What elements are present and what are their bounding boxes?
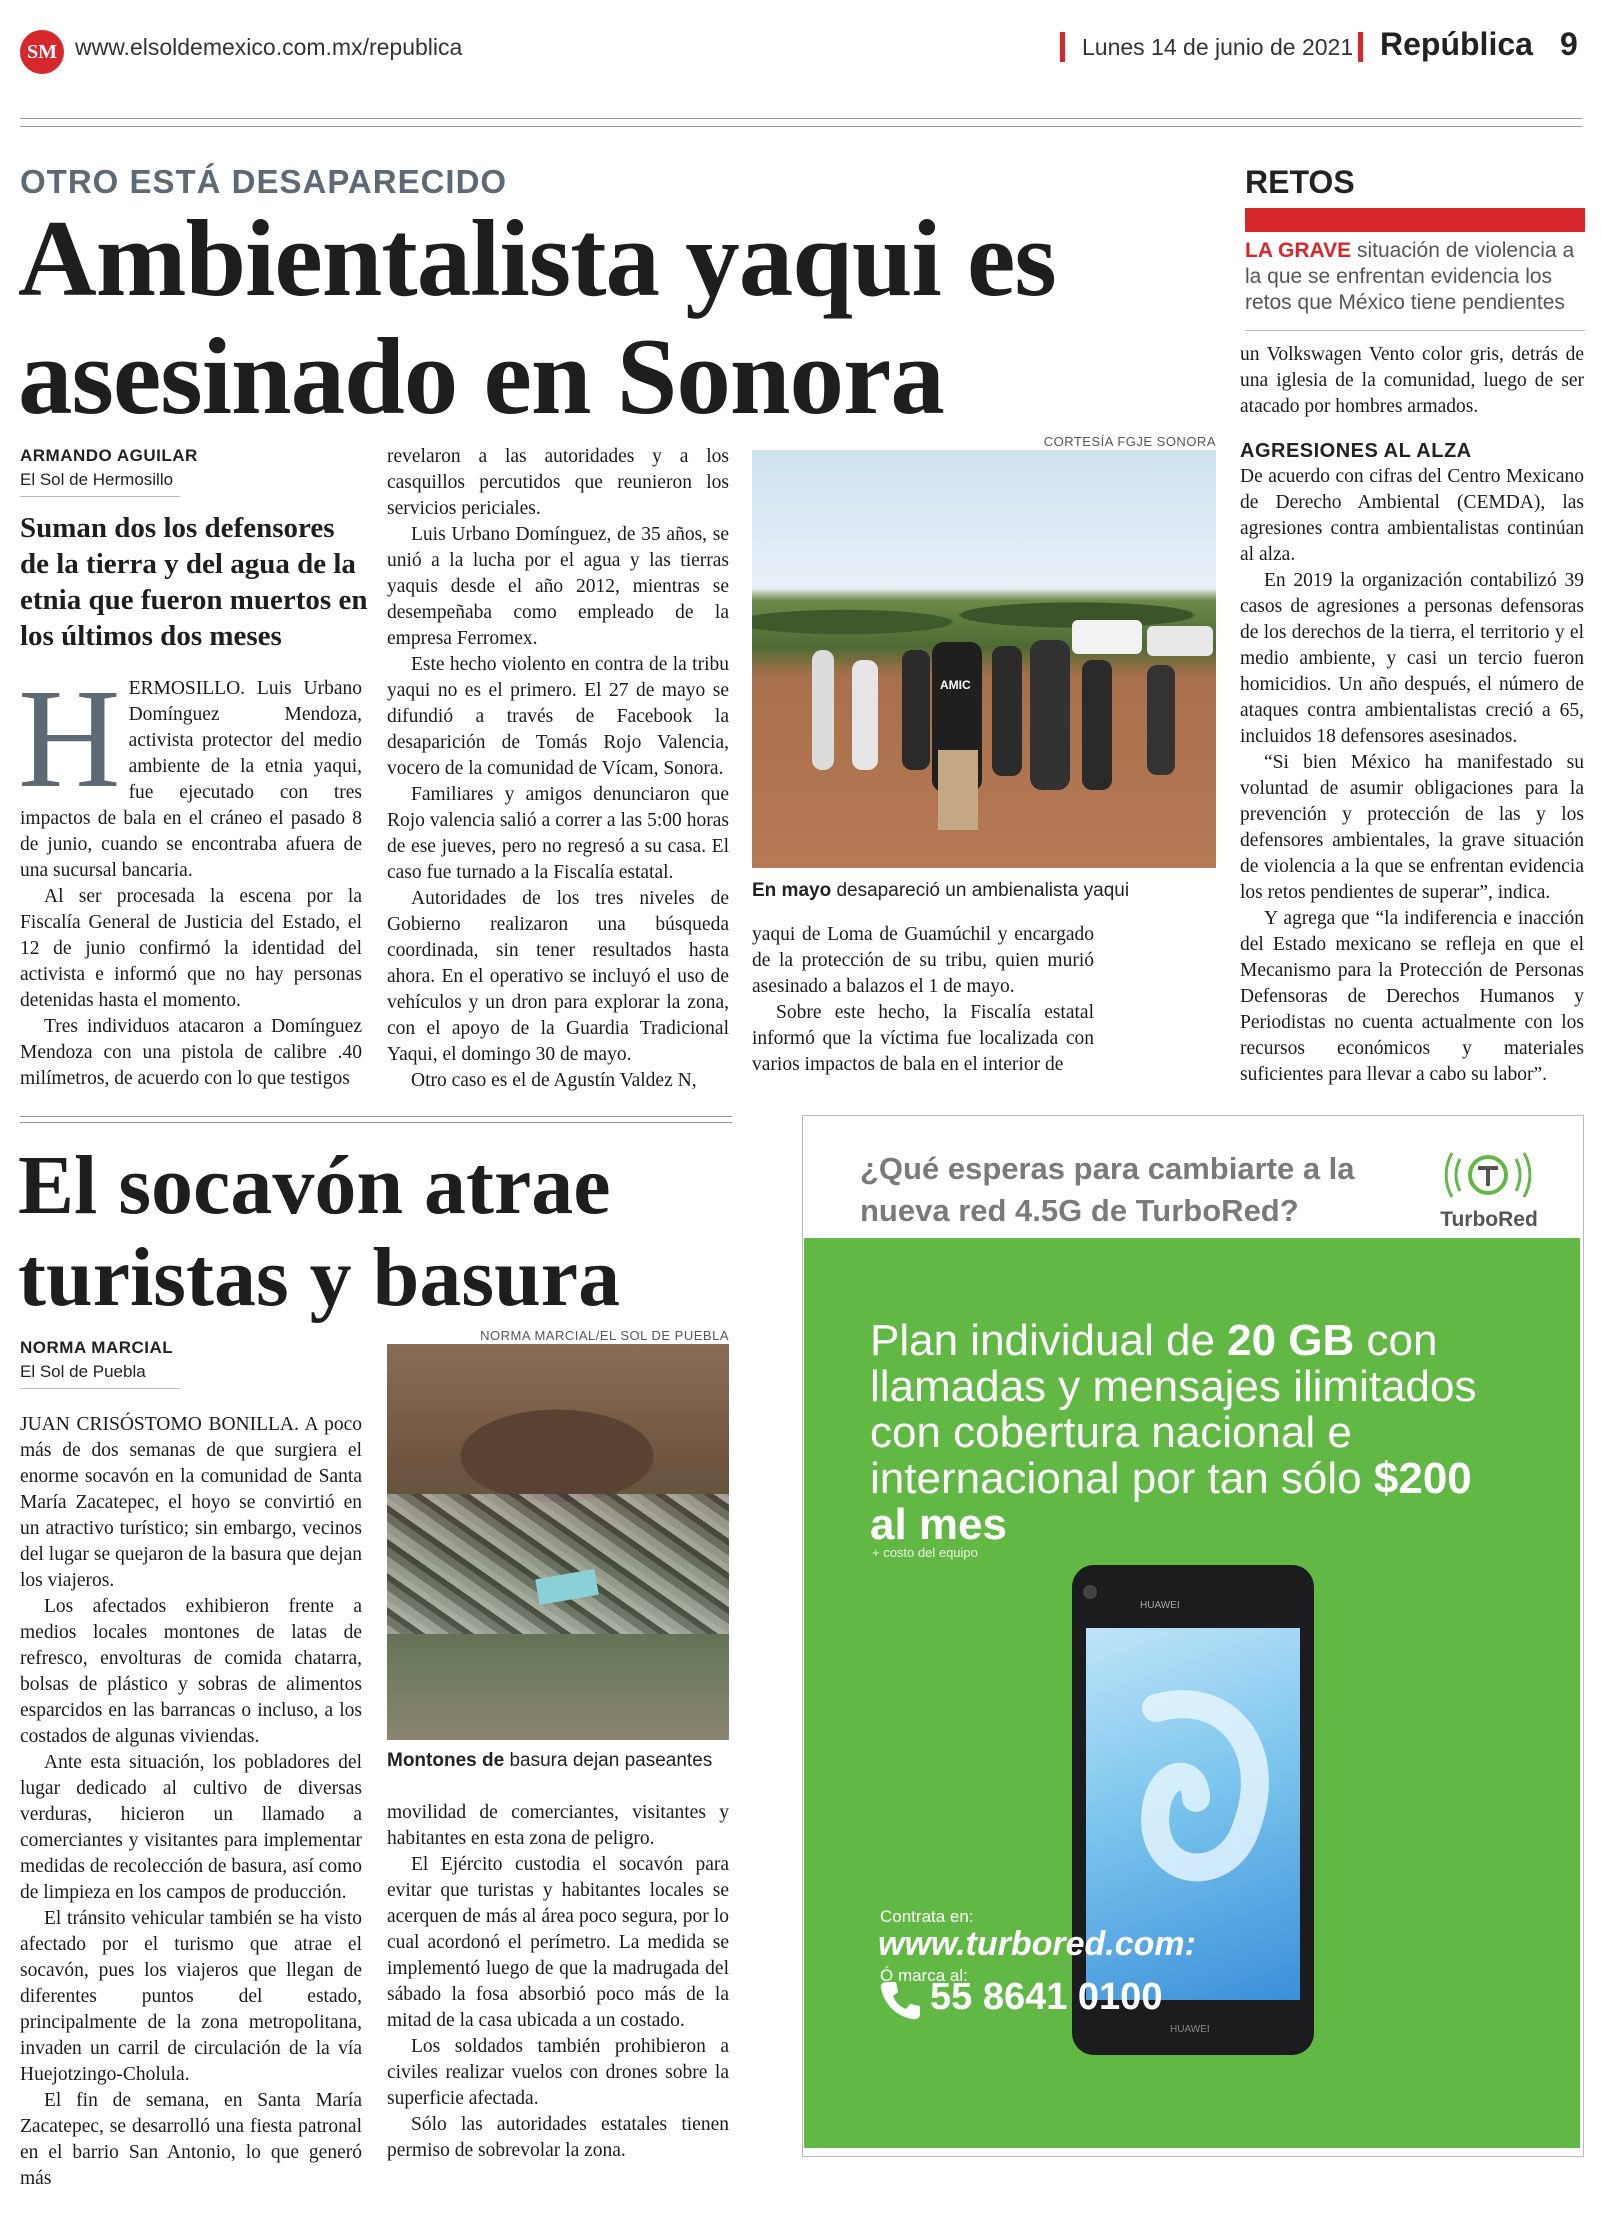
site-url-link[interactable]: www.elsoldemexico.com.mx/republica	[75, 34, 463, 60]
story2-headline[interactable]: El socavón atrae turistas y basura	[18, 1139, 621, 1324]
paragraph: De acuerdo con cifras del Centro Mexicano de Derecho Ambiental (CEMDA), las agresiones contra ambientalistas continúan al alza.	[1240, 466, 1584, 565]
sidebar-column	[1240, 342, 1584, 1088]
trash-pile	[387, 1494, 729, 1634]
sidebar-lead-text: situación de violencia a la que se enfrentan evidencia los retos que México tiene pendientes	[1245, 239, 1575, 314]
person-legs	[938, 750, 978, 830]
paragraph: El tránsito vehicular también se ha visto afectado por el turismo que atrae el socavón, pues los viajeros que llegan de diferentes puntos del estado, principalmente de la zona metropolitana, invaden un carril de circulación de la vía Huejotzingo-Cholula.	[20, 1908, 362, 2085]
ad-question-line: ¿Qué esperas para cambiarte a la	[860, 1151, 1355, 1186]
truck	[1147, 626, 1213, 656]
story1-column-3	[752, 922, 1094, 1078]
author-outlet: El Sol de Puebla	[20, 1362, 146, 1381]
sidebar-rule	[1245, 330, 1585, 331]
story1-caption	[752, 880, 1216, 902]
paragraph: Los soldados también prohibieron a civiles realizar vuelos con drones sobre la superficie afectada.	[387, 2036, 729, 2109]
paragraph: Sobre este hecho, la Fiscalía estatal informó que la víctima fue localizada con varios impactos de bala en el interior de	[752, 1002, 1094, 1075]
caption-text: desapareció un ambienalista yaqui	[831, 880, 1130, 901]
person	[992, 646, 1022, 776]
issue-date: Lunes 14 de junio de 2021	[1082, 34, 1354, 60]
byline-rule	[20, 496, 180, 497]
paragraph: Este hecho violento en contra de la tribu yaqui no es el primero. El 27 de mayo se difundió a través de Facebook la desaparición de Tomás Rojo Valencia, vocero de la comunidad de Vícam, Sonora.	[387, 654, 729, 779]
person	[1030, 640, 1070, 790]
paragraph: revelaron a las autoridades y a los casquillos percutidos que reunieron los servicios periciales.	[387, 446, 729, 519]
story2-column-2	[387, 1800, 729, 2164]
ad-plan-text	[870, 1318, 1510, 1548]
story1-column-1	[18, 659, 362, 1092]
story2-rule	[20, 1116, 732, 1117]
ad-website-link[interactable]: www.turbored.com:	[878, 1925, 1196, 1963]
story2-column-1	[20, 1412, 362, 2192]
author-name: ARMANDO AGUILAR	[20, 446, 198, 465]
paragraph: Autoridades de los tres niveles de Gobierno realizaron una búsqueda coordinada, sin tener resultados hasta ahora. En el operativo se incluyó el uso de vehículos y un dron para explorar la zona, con el apoyo de la Guardia Tradicional Yaqui, el domingo 30 de mayo.	[387, 888, 729, 1065]
paragraph: “Si bien México ha manifestado su voluntad de asumir obligaciones para la prevención y protección de las y los defensores ambientales, la grave situación de violencia a la que se enfrentan evidencia los retos pendientes de superar”, indica.	[1240, 752, 1584, 903]
paragraph: Luis Urbano Domínguez, de 35 años, se unió a la lucha por el agua y las tierras yaquis desde el año 2012, mientras se desempeñaba como empleado de la empresa Ferromex.	[387, 524, 729, 649]
header-divider	[1358, 32, 1363, 62]
paragraph: Sólo las autoridades estatales tienen permiso de sobrevolar la zona.	[387, 2114, 729, 2161]
ad-question	[860, 1148, 1420, 1232]
paragraph: El fin de semana, en Santa María Zacatepec, se desarrolló una fiesta patronal en el barrio San Antonio, lo que generó más	[20, 2090, 362, 2189]
person	[902, 650, 930, 770]
story1-kicker: OTRO ESTÁ DESAPARECIDO	[20, 163, 508, 200]
paragraph: Los afectados exhibieron frente a medios locales montones de latas de refresco, envolturas de comida chatarra, bolsas de plástico y sobras de alimentos esparcidos en las barrancas o incluso, a los costados de algunas viviendas.	[20, 1596, 362, 1747]
caption-bold: En mayo	[752, 880, 832, 901]
sidebar-lead	[1245, 238, 1590, 316]
story1-byline	[20, 446, 370, 497]
phone-brand-top: HUAWEI	[1140, 1600, 1180, 1611]
paragraph: Familiares y amigos denunciaron que Rojo valencia salió a correr a las 5:00 horas de ese jueves, pero no regresó a su casa. El caso fue turnado a la Fiscalía estatal.	[387, 784, 729, 883]
paragraph: movilidad de comerciantes, visitantes y habitantes en esta zona de peligro.	[387, 1802, 729, 1849]
truck	[1072, 620, 1142, 654]
caption-bold: Montones de	[387, 1750, 505, 1771]
ad-footnote: + costo del equipo	[872, 1545, 978, 1560]
paragraph: Al ser procesada la escena por la Fiscalía General de Justicia del Estado, el 12 de junio confirmó la identidad del activista e informó que no hay personas detenidas hasta el momento.	[20, 886, 362, 1011]
sidebar-subhead: AGRESIONES AL ALZA	[1240, 440, 1472, 462]
header-divider	[1060, 32, 1065, 62]
ad-brand: TurboRed	[1440, 1208, 1538, 1231]
newspaper-logo[interactable]: SM	[20, 30, 64, 74]
paragraph: ERMOSILLO. Luis Urbano Domínguez Mendoza, activista protector del medio ambiente de la etnia yaqui, fue ejecutado con tres impactos de bala en el cráneo el pasado 8 de junio, cuando se encontraba afuera de una sucursal bancaria.	[20, 678, 362, 881]
paragraph: Otro caso es el de Agustín Valdez N,	[411, 1070, 697, 1091]
paragraph: El Ejército custodia el socavón para evitar que turistas y habitantes locales se acerquen de más al área poco segura, por lo cual acordonó el perímetro. La medida se implementó luego de que la madrugada del sábado la fosa absorbió poco más de la mitad de la casa ubicada a un costado.	[387, 1854, 729, 2031]
story2-photo[interactable]	[387, 1344, 729, 1740]
sidebar-lead-bold: LA GRAVE	[1245, 239, 1352, 262]
author-name: NORMA MARCIAL	[20, 1338, 174, 1357]
paragraph: JUAN CRISÓSTOMO BONILLA. A poco más de dos semanas de que surgiera el enorme socavón en la comunidad de Santa María Zacatepec, el hoyo se convirtió en un atractivo turístico; sin embargo, vecinos del lugar se quejaron de la basura que dejan los viajeros.	[20, 1414, 362, 1591]
plan-text: con llamadas y mensajes ilimitados con cobertura nacional e internacional por tan sólo	[870, 1316, 1477, 1503]
paragraph: En 2019 la organización contabilizó 39 casos de agresiones a personas defensoras de los derechos de la tierra, el territorio y el medio ambiente, y casi un tercio fueron homicidios. Un año después, el número de ataques contra ambientalistas creció a 65, incluidos 18 defensores asesinados.	[1240, 570, 1584, 747]
sidebar-red-bar	[1245, 208, 1585, 232]
story1-headline[interactable]: Ambientalista yaqui es asesinado en Sonora	[18, 198, 1056, 437]
phone-call-icon	[878, 1978, 922, 2022]
photo-credit: CORTESÍA FGJE SONORA	[1043, 434, 1216, 449]
person	[852, 660, 878, 770]
phone-brand-bottom: HUAWEI	[1170, 2024, 1210, 2035]
story1-column-2	[387, 444, 729, 1094]
ad-phone-number[interactable]: 55 8641 0100	[930, 1976, 1163, 2018]
paragraph: Y agrega que “la indiferencia e inacción del Estado mexicano se refleja en que el Mecanismo para la Protección de Personas Defensoras de Derechos Humanos y Periodistas no cuenta actualmente con los recursos económicos y materiales suficientes para llevar a cabo su labor”.	[1240, 908, 1584, 1085]
person	[812, 650, 834, 770]
story1-photo[interactable]	[752, 450, 1216, 868]
plan-text: Plan individual de	[870, 1316, 1228, 1365]
sidebar-title: RETOS	[1245, 164, 1355, 200]
photo-credit: NORMA MARCIAL/EL SOL DE PUEBLA	[480, 1328, 729, 1343]
plan-price: $200 al mes	[870, 1454, 1472, 1549]
ad-marca: Ó marca al:	[880, 1966, 968, 1985]
vest-label: AMIC	[940, 678, 971, 692]
caption-text: basura dejan paseantes	[504, 1750, 713, 1771]
author-outlet: El Sol de Hermosillo	[20, 470, 174, 489]
ad-question-line: nueva red 4.5G de TurboRed?	[860, 1193, 1299, 1228]
phone-camera	[1083, 1585, 1097, 1599]
paragraph: un Volkswagen Vento color gris, detrás de una iglesia de la comunidad, luego de ser atacado por hombres armados.	[1240, 344, 1584, 417]
paragraph: yaqui de Loma de Guamúchil y encargado de la protección de su tribu, quien murió asesinado a balazos el 1 de mayo.	[752, 924, 1094, 997]
ad-contrata: Contrata en:	[880, 1907, 974, 1926]
section-name[interactable]: República	[1380, 26, 1533, 62]
header-rule	[20, 126, 1582, 127]
plan-data: 20 GB	[1227, 1316, 1355, 1365]
person	[1082, 660, 1112, 790]
page-number: 9	[1560, 26, 1578, 62]
dropcap: H	[18, 659, 121, 817]
story2-caption	[387, 1750, 729, 1772]
story2-byline	[20, 1338, 370, 1389]
paragraph: Tres individuos atacaron a Domínguez Mendoza con una pistola de calibre .40 milímetros, de acuerdo con lo que testigos	[20, 1016, 362, 1089]
byline-rule	[20, 1388, 180, 1389]
header-rule	[20, 118, 1582, 119]
person	[1147, 665, 1175, 775]
story2-rule	[20, 1122, 732, 1123]
paragraph: Ante esta situación, los pobladores del lugar dedicado al cultivo de diversas verduras, hicieron un llamado a comerciantes y visitantes para implementar medidas de recolección de basura, así como de limpieza en los campos de producción.	[20, 1752, 362, 1903]
story1-deck: Suman dos los defensores de la tierra y del agua de la etnia que fueron muertos en los últimos dos meses	[20, 512, 368, 652]
turbored-logo-icon	[1443, 1145, 1533, 1215]
dirt-mound	[407, 1384, 707, 1504]
